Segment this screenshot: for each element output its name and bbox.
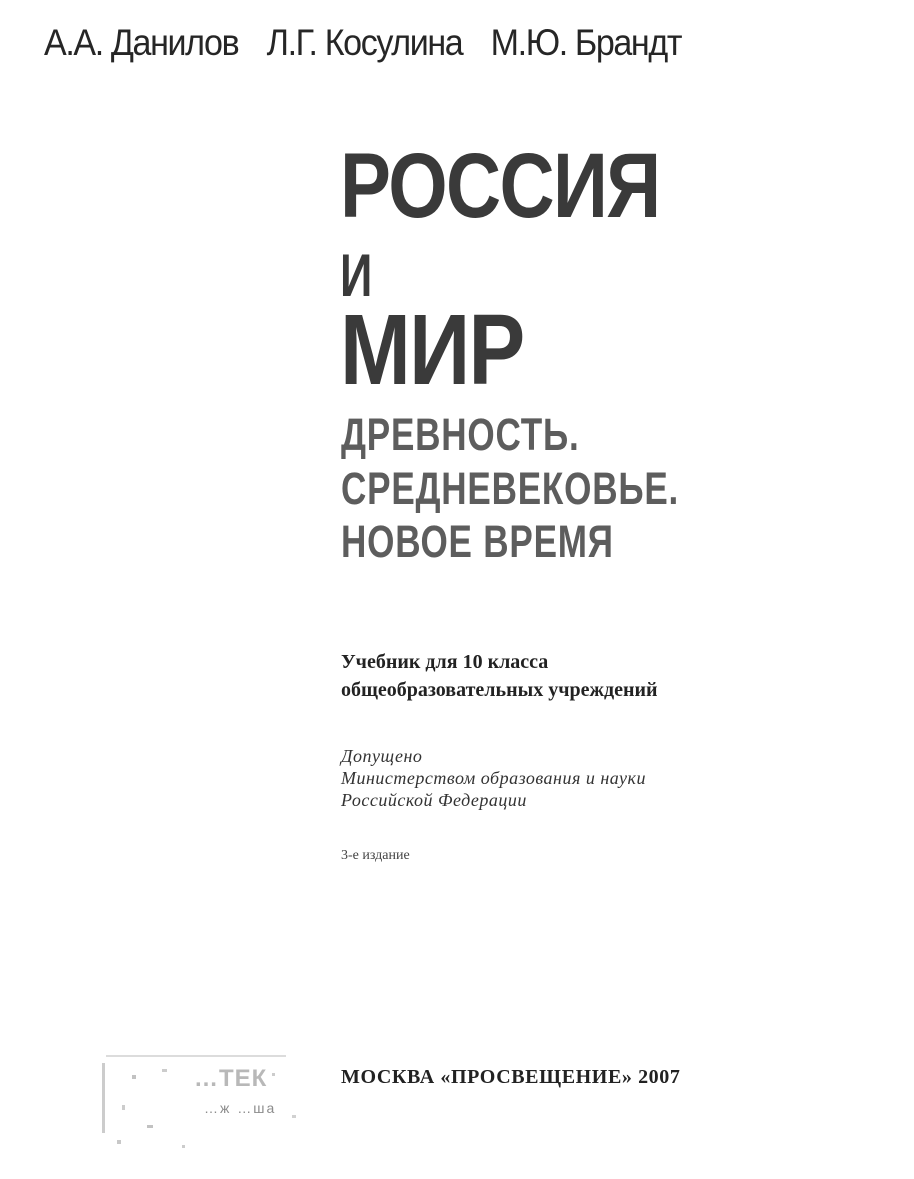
stamp-subtext: …ж …ша — [204, 1100, 277, 1116]
textbook-description — [341, 648, 658, 704]
subtitle-modern-time: НОВОЕ ВРЕМЯ — [341, 516, 614, 567]
title-and: И — [340, 242, 373, 309]
author-1: А.А. Данилов — [44, 22, 239, 63]
edition-label: 3-е издание — [341, 848, 410, 863]
library-stamp — [92, 1045, 322, 1165]
approval-line-3: Российской Федерации — [341, 790, 527, 810]
subtitle-antiquity: ДРЕВНОСТЬ. — [341, 409, 580, 460]
textbook-line-1: Учебник для 10 класса — [341, 651, 549, 673]
textbook-line-2: общеобразовательных учреждений — [341, 679, 658, 701]
approval-line-1: Допущено — [341, 746, 423, 766]
stamp-text: …ТЕК — [194, 1065, 268, 1092]
approval-note — [341, 745, 646, 811]
title-world: МИР — [340, 294, 524, 406]
subtitle-middle-ages: СРЕДНЕВЕКОВЬЕ. — [341, 463, 680, 514]
author-2: Л.Г. Косулина — [266, 22, 463, 63]
title-russia: РОССИЯ — [340, 135, 660, 237]
publisher-imprint: МОСКВА «ПРОСВЕЩЕНИЕ» 2007 — [341, 1066, 681, 1088]
approval-line-2: Министерством образования и науки — [341, 768, 646, 788]
authors-line — [44, 22, 701, 64]
author-3: М.Ю. Брандт — [490, 22, 682, 63]
